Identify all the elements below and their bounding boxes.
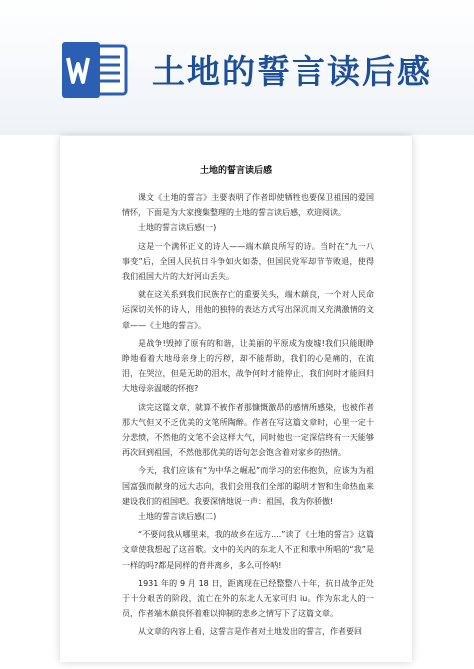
paragraph: 今天，我们应该有“为中华之崛起”而学习的宏伟抱负，应该为为祖国富强而献身的远大志向，我们会用我们全部的聪明才智和生命热血来建设我们的祖国吧。我要深情地说一声：祖国，我为你骄傲! — [122, 466, 374, 506]
paragraph: 读完这篇文章，就算不被作者那慷慨激昂的感情所感染，也被作者那大气但又不乏优美的文笔所陶醉。作者在写这篇文章时，心里一定十分悲愤，不然他的文笔不会这样大气，同时他也一定深信终有一天能够再次回到祖国，不然他那优美的语句怎会饱含着对家乡的热情。 — [122, 402, 374, 458]
paragraph: 1931 年的 9 月 18 日，距离现在已经整整八十年，抗日战争正处于十分艰苦的阶段，流亡在外的东北人无家可归 iu。作为东北人的一员，作者端木蕻良怀着难以抑制的悲乡之情写下了这篇文章。 — [122, 578, 374, 619]
section-heading: 土地的誓言读后感(一) — [138, 223, 217, 233]
paragraph: 就在这关系到我们民族存亡的重要关头，端木蕻良，一个对人民命运深切关怀的诗人，用他的独特的表达方式写出深沉而又充满激情的文章——《土地的誓言》。 — [122, 290, 374, 330]
document-body — [122, 190, 374, 640]
paragraph: “不要问我从哪里来，我的故乡在远方....”读了《土地的誓言》这篇文章使我想起了这首歌。文中的关内的东北人不正和歌中所唱的“我”是一样的吗?都是同样的背井离乡，多么可怜呐! — [122, 530, 374, 570]
banner-title: 土地的誓言读后感 — [152, 52, 432, 91]
paragraph: 从文章的内容上看，这誓言是作者对土地发出的誓言，作者要回 — [138, 627, 362, 637]
word-document-icon — [62, 40, 130, 100]
paragraph: 课文《土地的誓言》主要表明了作者即使牺牲也要保卫祖国的爱国情怀，下面是为大家搜集整理的土地的誓言读后感，欢迎阅读。 — [122, 193, 374, 218]
document-title: 土地的誓言读后感 — [199, 166, 272, 176]
document-page — [60, 136, 412, 662]
paragraph: 是战争!毁掉了原有的和谐，让美丽的平原成为废墟!我们只能眼睁睁地看着大地母亲身上的污秽，却不能帮助，我们的心是痛的，在流泪，在哭泣，但是无助的泪水，战争何时才能停止，我们何时才能回归大地母亲温暖的怀抱? — [122, 338, 374, 394]
paragraph: 这是一个满怀正义的诗人——端木蕻良所写的诗。当时在“九一八事变”后，全国人民抗日斗争如火如荼，但国民党军却节节败退，使得我们祖国大片的大好河山丢失。 — [122, 241, 374, 282]
section-heading: 土地的誓言读后感(二) — [138, 512, 217, 522]
banner — [0, 0, 474, 135]
